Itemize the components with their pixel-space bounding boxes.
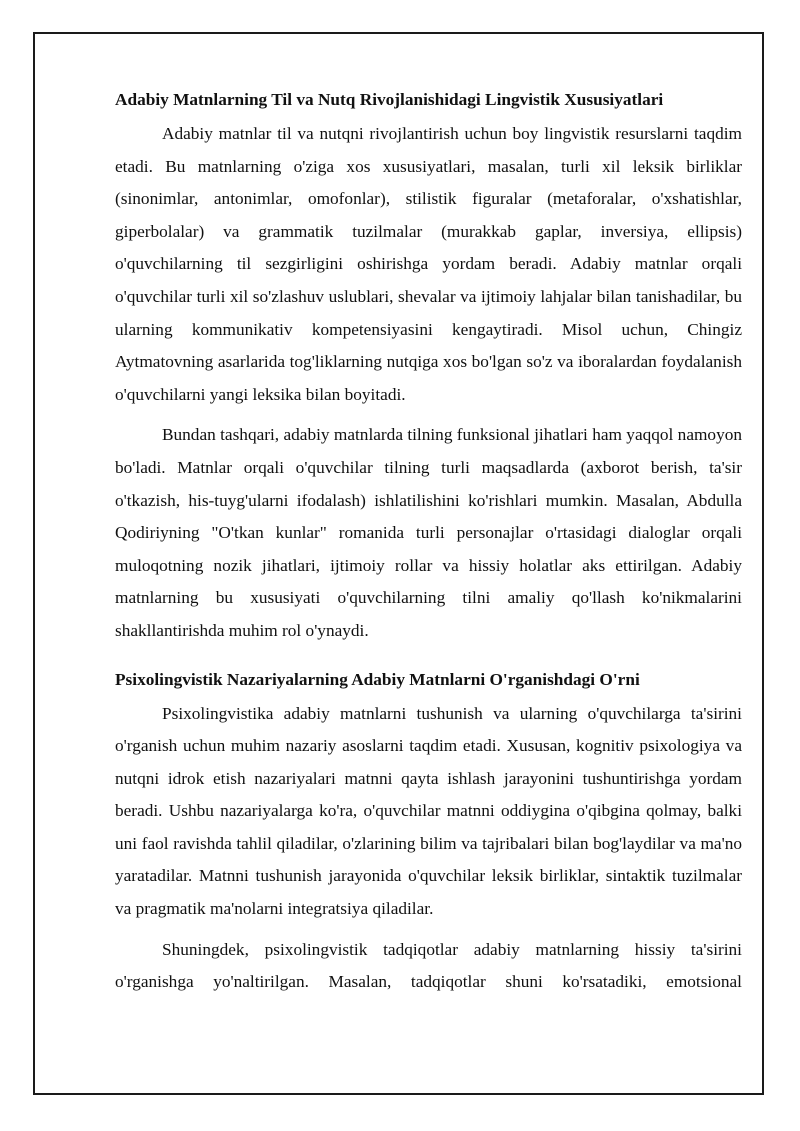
paragraph-emotional-impact: Shuningdek, psixolingvistik tadqiqotlar adabiy matnlarning hissiy ta'sirini o'rganishga yo'naltirilgan. Masalan, tadqiqotlar shuni ko'rsatadiki, emotsional [115, 939, 742, 992]
section-heading-psycholinguistic-theories: Psixolingvistik Nazariyalarning Adabiy Matnlarni O'rganishdagi O'rni [115, 669, 640, 689]
document-body [115, 84, 742, 999]
section-heading-linguistic-features: Adabiy Matnlarning Til va Nutq Rivojlanishidagi Lingvistik Xususiyatlari [115, 90, 664, 109]
paragraph-psycholinguistics: Psixolingvistika adabiy matnlarni tushunish va ularning o'quvchilarga ta'sirini o'rganish uchun muhim nazariy asoslarni taqdim etadi. Xususan, kognitiv psixologiya va nutqni idrok etish nazariyalari matnni qayta ishlash jarayonini tushuntirishga yordam beradi. Ushbu nazariyalarga ko'ra, o'quvchilar matnni oddiygina o'qibgina qolmay, balki uni faol ravishda tahlil qiladilar, o'zlarining bilim va tajribalari bilan bog'laydilar va ma'no yaratadilar. Matnni tushunish jarayonida o'quvchilar leksik birliklar, sintaktik tuzilmalar va pragmatik ma'nolarni integratsiya qiladilar. [115, 703, 742, 919]
paragraph-linguistic-resources: Adabiy matnlar til va nutqni rivojlantirish uchun boy lingvistik resurslarni taqdim etadi. Bu matnlarning o'ziga xos xususiyatlari, masalan, turli xil leksik birliklar (sinonimlar, antonimlar, omofonlar), stilistik figuralar (metaforalar, o'xshatishlar, giperbolalar) va grammatik tuzilmalar (murakkab gaplar, inversiya, ellipsis) o'quvchilarning til sezgirligini oshirishga yordam beradi. Adabiy matnlar orqali o'quvchilar turli xil so'zlashuv uslublari, shevalar va ijtimoiy lahjalar bilan tanishadilar, bu ularning kommunikativ kompetensiyasini kengaytiradi. Misol uchun, Chingiz Aytmatovning asarlarida tog'liklarning nutqiga xos bo'lgan so'z va iboralardan foydalanish o'quvchilarni yangi leksika bilan boyitadi. [115, 124, 742, 404]
paragraph-functional-aspects: Bundan tashqari, adabiy matnlarda tilning funksional jihatlari ham yaqqol namoyon bo'ladi. Matnlar orqali o'quvchilar tilning turli maqsadlarda (axborot berish, ta'sir o'tkazish, his-tuyg'ularni ifodalash) ishlatilishini ko'rishlari mumkin. Masalan, Abdulla Qodiriyning "O'tkan kunlar" romanida turli personajlar o'rtasidagi dialoglar orqali muloqotning nozik jihatlari, ijtimoiy rollar va hissiy holatlar aks ettirilgan. Adabiy matnlarning bu xususiyati o'quvchilarning tilni amaliy qo'llash ko'nikmalarini shakllantirishda muhim rol o'ynaydi. [115, 425, 742, 640]
